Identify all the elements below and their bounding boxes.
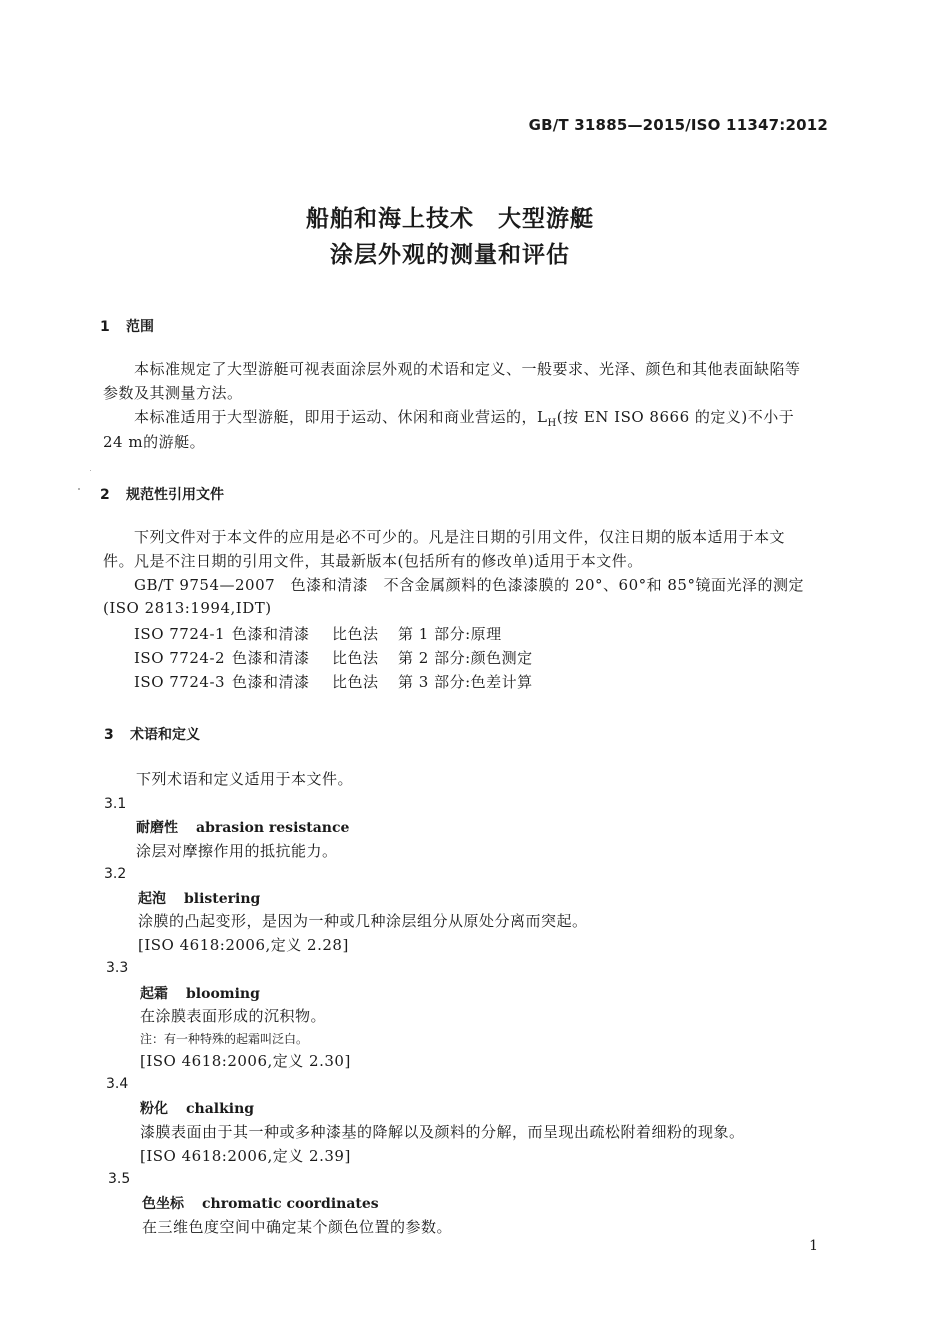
- term-source: [ISO 4618:2006,定义 2.39]: [140, 1147, 351, 1165]
- scan-speck: [90, 470, 91, 471]
- s1-para1-line2: 参数及其测量方法。: [103, 384, 243, 402]
- s1-para1-line1: 本标准规定了大型游艇可视表面涂层外观的术语和定义、一般要求、光泽、颜色和其他表面缺陷等: [134, 360, 801, 378]
- term-heading: 耐磨性 abrasion resistance: [136, 820, 350, 836]
- term-number: 3.2: [104, 866, 127, 882]
- term-note: 注：有一种特殊的起霜叫泛白。: [140, 1032, 309, 1046]
- scan-speck: [78, 488, 80, 490]
- term-number: 3.1: [104, 796, 127, 812]
- s2-para-line2: 件。凡是不注日期的引用文件，其最新版本(包括所有的修改单)适用于本文件。: [103, 552, 643, 570]
- page-number: 1: [809, 1238, 818, 1254]
- section-title: 规范性引用文件: [126, 487, 224, 503]
- term-definition: 涂层对摩擦作用的抵抗能力。: [136, 842, 338, 860]
- reference-row: ISO 7724-3 色漆和清漆 比色法 第 3 部分:色差计算: [134, 673, 533, 691]
- term-number: 3.5: [108, 1171, 131, 1187]
- title-line-2: 涂层外观的测量和评估: [330, 242, 570, 268]
- term-definition: 涂膜的凸起变形，是因为一种或几种涂层组分从原处分离而突起。: [138, 912, 588, 930]
- s2-para-line1: 下列文件对于本文件的应用是必不可少的。凡是注日期的引用文件，仅注日期的版本适用于本文: [134, 528, 786, 546]
- section-number: 3: [104, 727, 114, 743]
- term-definition: 漆膜表面由于其一种或多种漆基的降解以及颜料的分解，而呈现出疏松附着细粉的现象。: [140, 1123, 745, 1141]
- s3-intro: 下列术语和定义适用于本文件。: [136, 770, 354, 788]
- section-1-heading: [100, 316, 154, 336]
- title-line-1: 船舶和海上技术 大型游艇: [306, 206, 594, 232]
- term-heading: 起泡 blistering: [138, 891, 261, 907]
- s2-ref1-line2: (ISO 2813:1994,IDT): [103, 599, 272, 617]
- term-number: 3.3: [106, 960, 129, 976]
- section-number: 1: [100, 319, 110, 335]
- term-definition: 在涂膜表面形成的沉积物。: [140, 1007, 327, 1025]
- term-source: [ISO 4618:2006,定义 2.30]: [140, 1052, 351, 1070]
- term-source: [ISO 4618:2006,定义 2.28]: [138, 936, 349, 954]
- standard-code: GB/T 31885—2015/ISO 11347:2012: [528, 116, 828, 134]
- section-number: 2: [100, 487, 110, 503]
- reference-row: ISO 7724-1 色漆和清漆 比色法 第 1 部分:原理: [134, 625, 502, 643]
- section-3-heading: [104, 724, 200, 744]
- term-definition: 在三维色度空间中确定某个颜色位置的参数。: [142, 1218, 453, 1236]
- section-title: 术语和定义: [130, 727, 200, 743]
- term-heading: 起霜 blooming: [140, 986, 260, 1002]
- term-number: 3.4: [106, 1076, 129, 1092]
- s2-ref1-line1: GB/T 9754—2007 色漆和清漆 不含金属颜料的色漆漆膜的 20°、60°和 85°镜面光泽的测定: [134, 576, 804, 594]
- s1-para2-line2: 24 m的游艇。: [103, 433, 206, 451]
- term-heading: 色坐标 chromatic coordinates: [142, 1196, 379, 1212]
- reference-row: ISO 7724-2 色漆和清漆 比色法 第 2 部分:颜色测定: [134, 649, 533, 667]
- section-2-heading: [100, 484, 224, 504]
- term-heading: 粉化 chalking: [140, 1101, 255, 1117]
- s1-para2-line1: 本标准适用于大型游艇，即用于运动、休闲和商业营运的，$L_H$(按 EN ISO 8666 的定义)不小于: [134, 408, 795, 429]
- section-title: 范围: [126, 319, 154, 335]
